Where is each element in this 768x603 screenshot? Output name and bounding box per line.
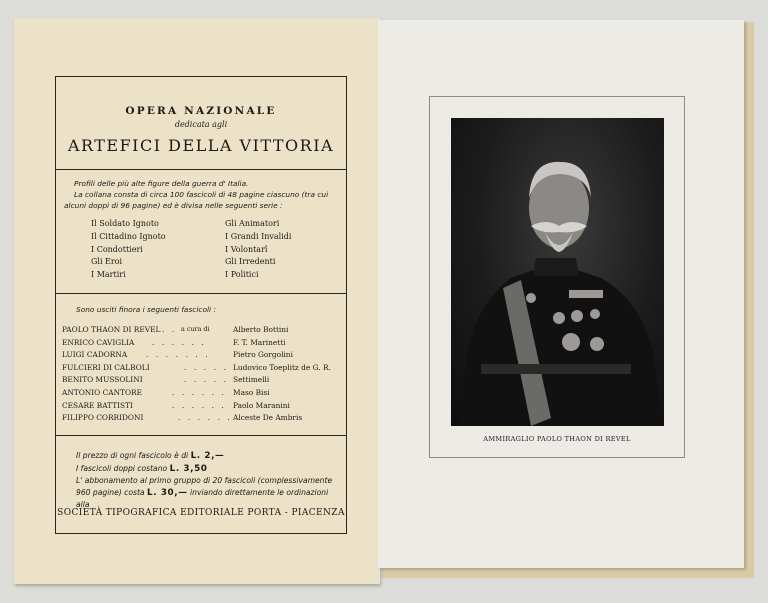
price-text: I fascicoli doppi costano (76, 463, 168, 473)
fascicolo-subject: ANTONIO CANTORE (62, 387, 142, 397)
series-item: Gli Eroi (91, 257, 123, 267)
divider (56, 169, 346, 170)
collar (533, 258, 579, 276)
fascicolo-subject: PAOLO THAON DI REVEL (62, 325, 161, 334)
fascicolo-author: Settimelli (233, 375, 270, 385)
series-item: I Volontarî (225, 244, 268, 254)
intro-text (64, 178, 340, 211)
series-item: I Grandi Invalidi (225, 231, 292, 241)
belt (481, 364, 631, 374)
header-subtitle: dedicata agli (174, 120, 228, 129)
intro-line-2: La collana consta di circa 100 fascicoli di 48 pagine ciascuno (tra cui alcuni doppi di 96 pagine) ed è divisa nelle seguenti serie : (64, 190, 329, 210)
fascicolo-row (62, 413, 342, 426)
subscription-line (64, 475, 340, 511)
fascicolo-author: Alceste De Ambris (233, 413, 303, 423)
leader-dots: . . . . . (184, 362, 229, 372)
divider (56, 293, 346, 294)
fascicolo-row (62, 401, 342, 414)
fascicolo-row (62, 350, 342, 363)
price-line (76, 463, 340, 476)
right-page (378, 20, 744, 568)
series-item: Il Cittadino Ignoto (91, 231, 166, 241)
fascicoli-list (62, 325, 342, 426)
leader-dots: . . . . . . (152, 337, 207, 347)
price-text: Il prezzo di ogni fascicolo è di (76, 451, 189, 460)
fascicolo-author: F. T. Marinetti (233, 337, 286, 347)
portrait-photo (451, 118, 664, 426)
subscription-text: inviando direttamente le ordinazioni alla (76, 487, 329, 510)
fascicolo-author: Maso Bisi (233, 387, 270, 397)
series-title: ARTEFICI DELLA VITTORIA (67, 136, 335, 155)
curator-note: a cura di (181, 325, 210, 333)
photo-caption: AMMIRAGLIO PAOLO THAON DI REVEL (483, 435, 631, 443)
leader-dots: . . (162, 325, 177, 334)
divider (56, 435, 346, 436)
price-value: L. 2,— (190, 451, 225, 461)
leader-dots: . . . . . . (172, 400, 227, 410)
series-item: Gli Irredenti (225, 257, 276, 267)
series-column-2 (225, 218, 291, 282)
fascicolo-author: Paolo Maranini (233, 400, 290, 410)
fascicolo-subject: BENITO MUSSOLINI (62, 375, 143, 385)
fascicolo-row (62, 338, 342, 351)
series-item: I Martiri (91, 270, 126, 280)
fascicolo-row (62, 388, 342, 401)
fascicolo-subject: FULCIERI DI CALBOLI (62, 362, 150, 372)
subscription-value: L. 30,— (147, 487, 188, 498)
leader-dots: . . . . . (184, 375, 229, 385)
price-value: L. 3,50 (169, 463, 208, 474)
fascicolo-subject: ENRICO CAVIGLIA (62, 337, 135, 347)
price-info (64, 450, 340, 511)
publisher: SOCIETÀ TIPOGRAFICA EDITORIALE PORTA - PIACENZA (57, 508, 345, 518)
series-column-1 (91, 218, 166, 282)
series-item: Gli Animatori (225, 219, 280, 228)
fascicolo-subject: FILIPPO CORRIDONI (62, 413, 144, 423)
leader-dots: . . . . . . (172, 387, 227, 397)
advertisement-frame (55, 76, 347, 534)
leader-dots: . . . . . . (178, 413, 233, 423)
header-title: OPERA NAZIONALE (125, 105, 277, 117)
published-intro: Sono usciti finora i seguenti fascicoli : (76, 305, 216, 314)
series-item: Il Soldato Ignoto (91, 219, 159, 228)
price-line (76, 450, 340, 463)
left-page (14, 18, 380, 584)
fascicolo-author: Pietro Gorgolini (233, 350, 293, 360)
fascicolo-author: Alberto Bottini (233, 325, 289, 334)
fascicolo-subject: CESARE BATTISTI (62, 400, 133, 410)
fascicolo-row (62, 363, 342, 376)
fascicolo-row (62, 375, 342, 388)
series-item: I Politici (225, 270, 259, 280)
portrait-illustration (451, 118, 664, 426)
intro-line-1: Profili delle più alte figure della guerra d' Italia. (74, 179, 249, 188)
series-item: I Condottieri (91, 244, 143, 254)
uniform (461, 268, 661, 426)
fascicolo-row (62, 325, 342, 338)
fascicolo-author: Ludovico Toeplitz de G. R. (233, 362, 331, 372)
subscription-text: L' abbonamento al primo gruppo di 20 fascicoli (complessivamente 960 pagine) costa (76, 476, 333, 497)
leader-dots: . . . . . . . (146, 350, 211, 360)
fascicolo-subject: LUIGI CADORNA (62, 350, 128, 360)
photo-plate (429, 96, 685, 458)
